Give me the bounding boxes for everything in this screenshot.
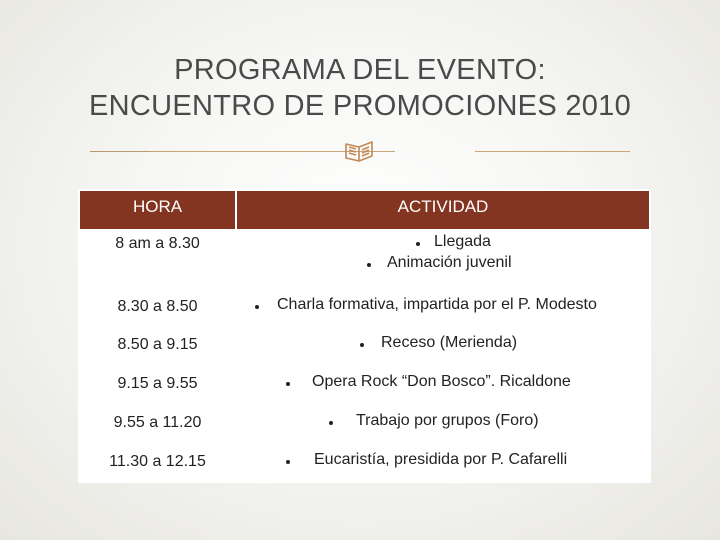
table-header-row [79, 190, 650, 230]
bullet-icon [286, 460, 290, 464]
table-row [79, 288, 650, 326]
bullet-icon [286, 382, 290, 386]
table-row [79, 404, 650, 442]
activity-text: Animación juvenil [387, 254, 512, 271]
list-item [312, 373, 571, 391]
row-hora: 8 am a 8.30 [79, 230, 236, 288]
row-actividad [236, 442, 650, 482]
list-item [434, 233, 491, 251]
table-row [79, 326, 650, 364]
table-row [79, 230, 650, 288]
list-item [381, 334, 517, 352]
title-divider [90, 138, 630, 164]
row-actividad [236, 230, 650, 288]
activity-text: Trabajo por grupos (Foro) [356, 412, 539, 429]
activity-text: Eucaristía, presidida por P. Cafarelli [314, 451, 568, 468]
title-line-1: PROGRAMA DEL EVENTO: [174, 54, 546, 86]
list-item [277, 296, 597, 314]
activity-text: Charla formativa, impartida por el P. Modesto [277, 296, 597, 313]
row-hora: 9.15 a 9.55 [79, 364, 236, 404]
bullet-icon [416, 242, 420, 246]
schedule-table [78, 189, 651, 483]
row-hora: 9.55 a 11.20 [79, 404, 236, 442]
page-title [0, 52, 720, 124]
bullet-icon [367, 263, 371, 267]
book-open-icon [342, 138, 378, 164]
title-line-2: ENCUENTRO DE PROMOCIONES 2010 [88, 90, 632, 122]
row-actividad [236, 326, 650, 364]
row-actividad [236, 364, 650, 404]
table-row [79, 364, 650, 404]
bullet-icon [329, 421, 333, 425]
activity-text: Opera Rock “Don Bosco”. Ricaldone [312, 373, 571, 390]
bullet-icon [360, 343, 364, 347]
divider-line-left-short [90, 151, 150, 152]
row-hora: 8.30 a 8.50 [79, 288, 236, 326]
list-item [314, 451, 567, 469]
bullet-icon [255, 305, 259, 309]
row-hora: 11.30 a 12.15 [79, 442, 236, 482]
header-hora: HORA [79, 190, 236, 230]
activity-text: Llegada [434, 233, 491, 250]
row-actividad [236, 404, 650, 442]
header-actividad: ACTIVIDAD [236, 190, 650, 230]
row-hora: 8.50 a 9.15 [79, 326, 236, 364]
table-row [79, 442, 650, 482]
row-actividad [236, 288, 650, 326]
list-item [356, 412, 539, 430]
list-item [387, 254, 512, 272]
divider-line-right [475, 151, 630, 152]
activity-text: Receso (Merienda) [381, 334, 518, 351]
